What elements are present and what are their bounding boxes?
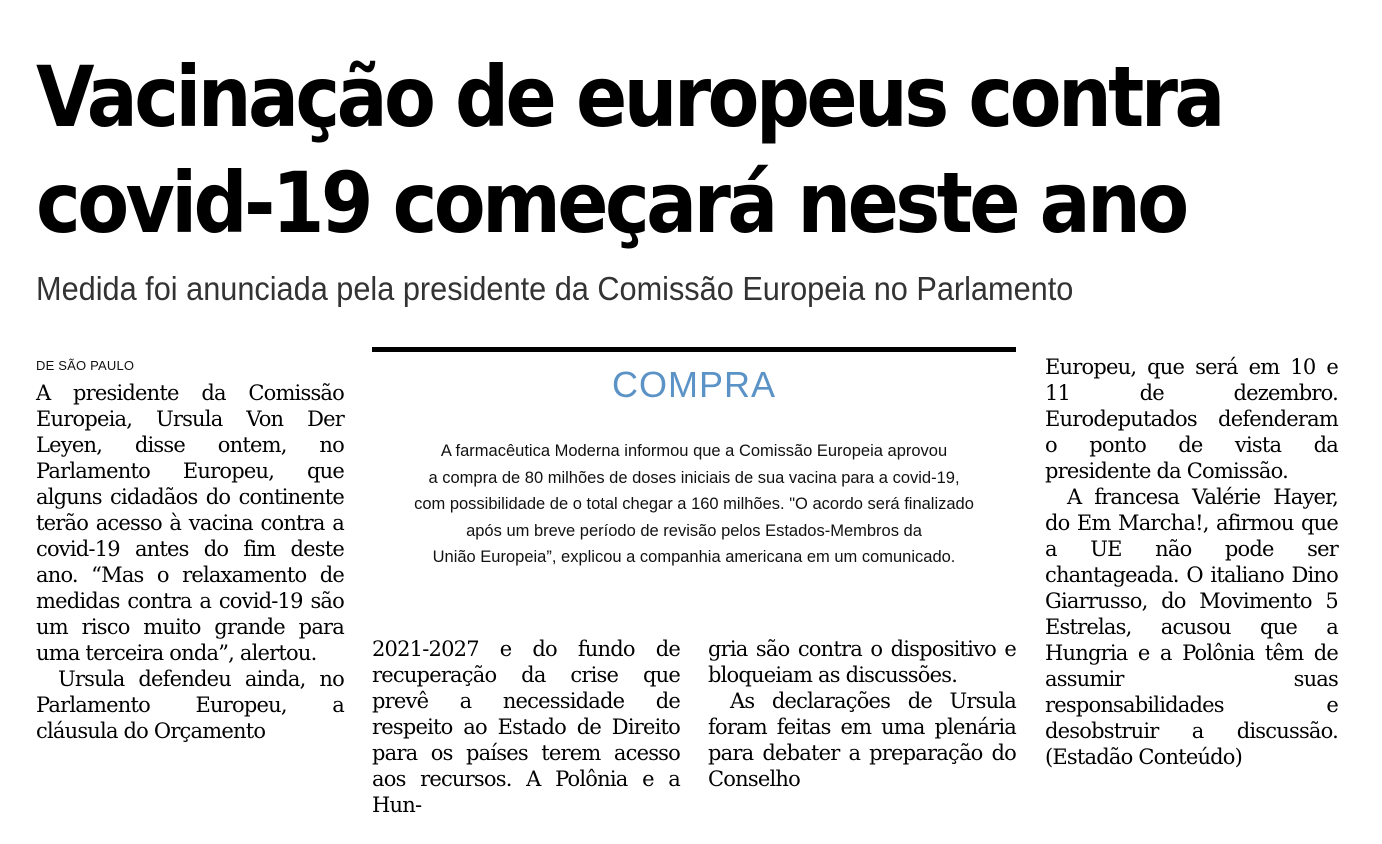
- column-1-paragraph-2: Ursula defendeu ainda, no Parlamento Europeu, a cláusula do Orçamento: [36, 667, 344, 743]
- column-3-paragraph-1: 2021-2027 e do fundo de recuperação da crise que prevê a necessidade de respeito ao Estado de Direito para os países terem acesso aos recursos. A Polônia e a Hun-: [372, 637, 680, 817]
- sidebar-top-rule: [372, 347, 1016, 352]
- column-5-paragraph-2: A francesa Valérie Hayer, do Em Marcha!, afirmou que a UE não pode ser chantageada. O italiano Dino Giarrusso, do Movimento 5 Estrelas, acusou que a Hungria e a Polônia têm de assumir suas responsabilidades e desobstruir a discussão. (Estadão Conteúdo): [1045, 485, 1338, 769]
- article-column-5: [1045, 354, 1338, 770]
- sidebar-text: [376, 438, 1012, 571]
- sidebar-title: COMPRA: [611, 364, 776, 405]
- byline: DE SÃO PAULO: [36, 358, 135, 373]
- headline-line-2: covid-19 começará neste ano: [36, 154, 1186, 252]
- sidebar-line-5: União Europeia”, explicou a companhia americana em um comunicado.: [432, 548, 956, 566]
- article-column-1: [36, 380, 344, 744]
- sidebar-line-2: a compra de 80 milhões de doses iniciais de sua vacina para a covid-19,: [428, 468, 960, 487]
- sidebar-line-3: com possibilidade de o total chegar a 160 milhões. "O acordo será finalizado: [414, 495, 974, 513]
- column-4-paragraph-2: As declarações de Ursula foram feitas em uma plenária para debater a preparação do Conselho: [708, 689, 1016, 791]
- column-1-paragraph-1: A presidente da Comissão Europeia, Ursula Von Der Leyen, disse ontem, no Parlamento Europeu, que alguns cidadãos do continente terão acesso à vacina contra a covid-19 antes do fim deste ano. “Mas o relaxamento de medidas contra a covid-19 são um risco muito grande para uma terceira onda”, alertou.: [36, 381, 344, 665]
- headline: [36, 44, 1224, 256]
- column-5-paragraph-1: Europeu, que será em 10 e 11 de dezembro. Eurodeputados defenderam o ponto de vista da presidente da Comissão.: [1045, 355, 1338, 483]
- article-column-3: [372, 636, 680, 818]
- headline-line-1: Vacinação de europeus contra: [36, 48, 1222, 146]
- sidebar-line-4: após um breve período de revisão pelos Estados-Membros da: [466, 521, 922, 540]
- sidebar-line-1: A farmacêutica Moderna informou que a Comissão Europeia aprovou: [440, 442, 948, 460]
- article-column-4: [708, 636, 1016, 792]
- subheadline: Medida foi anunciada pela presidente da Comissão Europeia no Parlamento: [36, 270, 1074, 307]
- column-4-paragraph-1: gria são contra o dispositivo e bloqueiam as discussões.: [708, 637, 1016, 687]
